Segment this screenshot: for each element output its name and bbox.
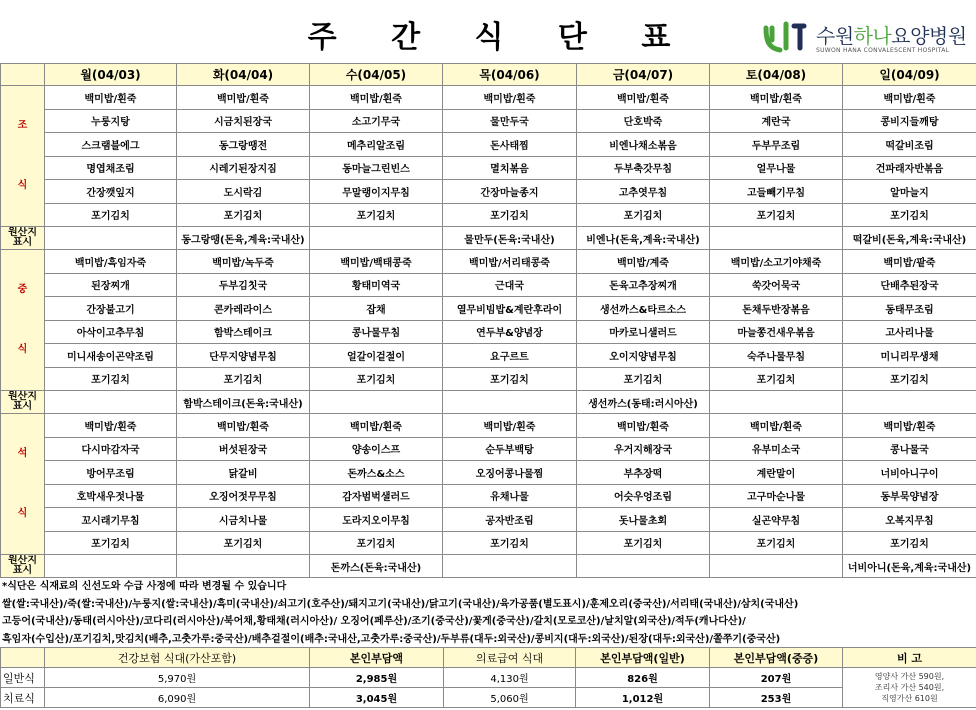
cost-header: 본인부담액(중증) [710, 648, 843, 668]
menu-item: 포기김치 [577, 367, 710, 391]
weekly-menu-table [0, 63, 976, 578]
menu-item: 너비아니구이 [843, 461, 976, 485]
menu-item: 함박스테이크 [177, 320, 310, 344]
menu-row [1, 437, 976, 461]
menu-row [1, 109, 976, 133]
remark-line: 조리사 가산 540원, [874, 683, 945, 692]
menu-row [1, 156, 976, 180]
menu-row [1, 367, 976, 391]
origin-row [1, 391, 976, 414]
origin-info: 동그랑땡(돈육,계육:국내산) [177, 227, 310, 250]
menu-item: 두부무조림 [710, 133, 843, 157]
menu-item: 백미밥/팥죽 [843, 250, 976, 274]
menu-item: 마카로니샐러드 [577, 320, 710, 344]
origin-info [443, 555, 577, 578]
menu-item: 누룽지탕 [45, 109, 177, 133]
cost-header: 의료급여 식대 [444, 648, 576, 668]
menu-item: 두부축갓무침 [577, 156, 710, 180]
menu-item: 백미밥/흰죽 [45, 86, 177, 110]
menu-item: 백미밥/흑임자죽 [45, 250, 177, 274]
menu-row [1, 531, 976, 555]
menu-item: 알마늘지 [843, 180, 976, 204]
meal-label-char: 석 [17, 448, 28, 459]
menu-item: 포기김치 [310, 203, 443, 227]
cost-value: 4,130원 [444, 668, 576, 688]
cost-value: 826원 [576, 668, 710, 688]
menu-item: 백미밥/계죽 [577, 250, 710, 274]
menu-item: 포기김치 [177, 531, 310, 555]
day-header: 금(04/07) [577, 64, 710, 86]
cost-header: 본인부담액 [310, 648, 444, 668]
menu-item: 시금치나물 [177, 508, 310, 532]
origin-info [577, 555, 710, 578]
origin-label-line: 원산지 [8, 391, 37, 402]
menu-item: 콩나물국 [843, 437, 976, 461]
day-header: 월(04/03) [45, 64, 177, 86]
menu-item: 비엔나채소볶음 [577, 133, 710, 157]
logo-subtitle: SUWON HANA CONVALESCENT HOSPITAL [816, 47, 950, 54]
menu-item: 고구마순나물 [710, 484, 843, 508]
menu-item: 백미밥/흰죽 [443, 86, 577, 110]
origin-info [310, 227, 443, 250]
menu-item: 간장마늘종지 [443, 180, 577, 204]
origin-info [310, 391, 443, 414]
cost-header: 본인부담액(일반) [576, 648, 710, 668]
menu-item: 계란말이 [710, 461, 843, 485]
menu-item: 물만두국 [443, 109, 577, 133]
lunch-section [1, 250, 976, 414]
menu-item: 시금치된장국 [177, 109, 310, 133]
origin-info: 생선까스(동태:러시아산) [577, 391, 710, 414]
menu-item: 고사리나물 [843, 320, 976, 344]
menu-item: 백미밥/흰죽 [310, 86, 443, 110]
menu-row [1, 461, 976, 485]
origin-row [1, 227, 976, 250]
hospital-logo [760, 18, 974, 60]
cost-header-row [1, 648, 976, 668]
remark-line: 영양사 가산 590원, [874, 672, 945, 681]
day-header: 수(04/05) [310, 64, 443, 86]
menu-item: 백미밥/흰죽 [177, 414, 310, 438]
cost-row [1, 668, 976, 688]
menu-item: 동마늘그린빈스 [310, 156, 443, 180]
day-header-row [1, 64, 976, 86]
origin-label-line: 표시 [12, 565, 33, 576]
note-line: *식단은 식재료의 신선도와 수급 사정에 따라 변경될 수 있습니다 [2, 581, 287, 592]
logo-name: 수원하나요양병원 [816, 24, 967, 48]
menu-item: 오복지무침 [843, 508, 976, 532]
origin-info [443, 391, 577, 414]
menu-item: 유채나물 [443, 484, 577, 508]
menu-item: 포기김치 [177, 203, 310, 227]
menu-item: 멸치볶음 [443, 156, 577, 180]
diet-type: 치료식 [1, 688, 45, 708]
day-header: 목(04/06) [443, 64, 577, 86]
origin-info: 떡갈비(돈육,계육:국내산) [843, 227, 976, 250]
cost-value: 1,012원 [576, 688, 710, 708]
menu-item: 유부미소국 [710, 437, 843, 461]
menu-item: 포기김치 [443, 531, 577, 555]
menu-row [1, 414, 976, 438]
menu-item: 연두부&양념장 [443, 320, 577, 344]
origin-info [843, 391, 976, 414]
menu-row [1, 180, 976, 204]
menu-item: 감자범벅샐러드 [310, 484, 443, 508]
menu-item: 동태무조림 [843, 297, 976, 321]
menu-item: 닭갈비 [177, 461, 310, 485]
menu-item: 포기김치 [843, 531, 976, 555]
menu-item: 공자반조림 [443, 508, 577, 532]
menu-item: 시레기된장지짐 [177, 156, 310, 180]
menu-item: 버섯된장국 [177, 437, 310, 461]
notes-section [0, 578, 976, 648]
menu-item: 얼무나물 [710, 156, 843, 180]
origin-label-line: 원산지 [8, 227, 37, 238]
menu-item: 열무비빔밥&계란후라이 [443, 297, 577, 321]
origin-info [710, 391, 843, 414]
menu-item: 우거지해장국 [577, 437, 710, 461]
menu-item: 간장깻잎지 [45, 180, 177, 204]
menu-item: 단무지양념무침 [177, 344, 310, 368]
menu-item: 돈까스&소스 [310, 461, 443, 485]
menu-item: 백미밥/흰죽 [710, 86, 843, 110]
menu-item: 포기김치 [577, 531, 710, 555]
menu-item: 미니리무생채 [843, 344, 976, 368]
menu-item: 얼갈이겉절이 [310, 344, 443, 368]
logo-mark-icon [760, 18, 812, 58]
menu-item: 백미밥/흰죽 [310, 414, 443, 438]
menu-item: 백미밥/소고기야채죽 [710, 250, 843, 274]
menu-item: 동부묵양념장 [843, 484, 976, 508]
origin-info [45, 391, 177, 414]
menu-item: 포기김치 [577, 203, 710, 227]
menu-item: 포기김치 [310, 367, 443, 391]
menu-row [1, 297, 976, 321]
day-header: 일(04/09) [843, 64, 976, 86]
menu-item: 포기김치 [710, 531, 843, 555]
origin-label-line: 원산지 [8, 555, 37, 566]
menu-row [1, 484, 976, 508]
menu-item: 떡갈비조림 [843, 133, 976, 157]
menu-item: 방어무조림 [45, 461, 177, 485]
cost-value: 2,985원 [310, 668, 444, 688]
menu-item: 된장찌개 [45, 273, 177, 297]
menu-item: 무말랭이지무침 [310, 180, 443, 204]
origin-info: 물만두(돈육:국내산) [443, 227, 577, 250]
menu-item: 건파래자반볶음 [843, 156, 976, 180]
menu-item: 고추엿무침 [577, 180, 710, 204]
corner-cell [1, 64, 45, 86]
menu-item: 콘카레라이스 [177, 297, 310, 321]
origin-info [45, 555, 177, 578]
menu-item: 돈채두반장볶음 [710, 297, 843, 321]
menu-item: 단배추된장국 [843, 273, 976, 297]
menu-item: 다시마감자국 [45, 437, 177, 461]
menu-item: 백미밥/백태콩죽 [310, 250, 443, 274]
diet-type: 일반식 [1, 668, 45, 688]
menu-item: 백미밥/녹두죽 [177, 250, 310, 274]
cost-row [1, 688, 976, 708]
menu-item: 잡채 [310, 297, 443, 321]
menu-item: 순두부백탕 [443, 437, 577, 461]
meal-label-char: 중 [17, 284, 28, 295]
menu-item: 꼬시래기무침 [45, 508, 177, 532]
menu-item: 포기김치 [443, 367, 577, 391]
menu-item: 오징어콩나물찜 [443, 461, 577, 485]
cost-header: 건강보험 식대(가산포함) [45, 648, 310, 668]
menu-item: 포기김치 [45, 531, 177, 555]
origin-label [1, 391, 45, 414]
menu-item: 생선까스&타르소스 [577, 297, 710, 321]
origin-row [1, 555, 976, 578]
note-line: 고등어(국내산)/동태(러시아산)/코다리(러시아산)/북어채,황태채(러시아산)/ 오징어(페루산)/조기(중국산)/꽃게(중국산)/갈치(모로코산)/날치알(외국산)/적두(캐나다산)/ [2, 616, 746, 627]
menu-item: 황태미역국 [310, 273, 443, 297]
origin-label [1, 555, 45, 578]
menu-item: 돈사태찜 [443, 133, 577, 157]
menu-item: 간장불고기 [45, 297, 177, 321]
day-header: 토(04/08) [710, 64, 843, 86]
menu-item: 스크램블에그 [45, 133, 177, 157]
menu-item: 마늘쫑건새우볶음 [710, 320, 843, 344]
meal-label-char: 조 [17, 120, 28, 131]
menu-item: 백미밥/흰죽 [577, 86, 710, 110]
menu-item: 포기김치 [45, 203, 177, 227]
cost-header: 비 고 [843, 648, 976, 668]
page-title: 주 간 식 단 표 [307, 20, 693, 55]
menu-item: 백미밥/흰죽 [45, 414, 177, 438]
meal-label-char: 식 [17, 180, 28, 191]
menu-item: 근대국 [443, 273, 577, 297]
origin-info: 돈까스(돈육:국내산) [310, 555, 443, 578]
origin-info: 비엔나(돈육,계육:국내산) [577, 227, 710, 250]
menu-item: 양송이스프 [310, 437, 443, 461]
menu-item: 포기김치 [177, 367, 310, 391]
origin-label-line: 표시 [12, 237, 33, 248]
meal-cost-table [0, 647, 976, 708]
cost-value: 5,060원 [444, 688, 576, 708]
cost-value: 253원 [710, 688, 843, 708]
title-bar [0, 0, 976, 63]
cost-header [1, 648, 45, 668]
menu-item: 오이지양념무침 [577, 344, 710, 368]
cost-value: 3,045원 [310, 688, 444, 708]
day-header: 화(04/04) [177, 64, 310, 86]
menu-item: 명엽채조림 [45, 156, 177, 180]
menu-item: 포기김치 [710, 203, 843, 227]
menu-item: 포기김치 [710, 367, 843, 391]
menu-item: 백미밥/흰죽 [443, 414, 577, 438]
menu-item: 백미밥/흰죽 [177, 86, 310, 110]
menu-item: 백미밥/흰죽 [710, 414, 843, 438]
menu-item: 단호박죽 [577, 109, 710, 133]
remark-line: 직영가산 610원 [881, 694, 938, 703]
dinner-section [1, 414, 976, 578]
breakfast-section [1, 86, 976, 250]
menu-item: 실곤약무침 [710, 508, 843, 532]
menu-item: 호박새우젓나물 [45, 484, 177, 508]
menu-item: 돗나물초회 [577, 508, 710, 532]
menu-item: 포기김치 [443, 203, 577, 227]
menu-item: 요구르트 [443, 344, 577, 368]
menu-row [1, 133, 976, 157]
origin-info [710, 227, 843, 250]
cost-value: 6,090원 [45, 688, 310, 708]
menu-row [1, 508, 976, 532]
origin-info [45, 227, 177, 250]
cost-value: 207원 [710, 668, 843, 688]
menu-item: 미니새송이곤약조림 [45, 344, 177, 368]
origin-label [1, 227, 45, 250]
menu-item: 콩나물무침 [310, 320, 443, 344]
menu-item: 두부김칫국 [177, 273, 310, 297]
menu-item: 포기김치 [843, 203, 976, 227]
meal-label-char: 식 [17, 508, 28, 519]
origin-info [710, 555, 843, 578]
remark-cell [843, 668, 976, 708]
menu-item: 오징어젓무무침 [177, 484, 310, 508]
origin-label-line: 표시 [12, 401, 33, 412]
menu-item: 백미밥/흰죽 [577, 414, 710, 438]
menu-item: 부추장떡 [577, 461, 710, 485]
note-line: 쌀(쌀:국내산)/죽(쌀:국내산)/누룽지(쌀:국내산)/흑미(국내산)/쇠고기(호주산)/돼지고기(국내산)/닭고기(국내산)/육가공품(별도표시)/훈제오리(중국산)/서리태(국내산)/삼치(국내산) [2, 598, 799, 610]
menu-row [1, 273, 976, 297]
menu-item: 포기김치 [843, 367, 976, 391]
menu-item: 동그랑땡전 [177, 133, 310, 157]
menu-row [1, 344, 976, 368]
menu-row [1, 86, 976, 110]
meal-label [1, 86, 45, 227]
origin-info: 함박스테이크(돈육:국내산) [177, 391, 310, 414]
menu-item: 메추리알조림 [310, 133, 443, 157]
menu-item: 계란국 [710, 109, 843, 133]
origin-info [177, 555, 310, 578]
cost-value: 5,970원 [45, 668, 310, 688]
menu-row [1, 250, 976, 274]
note-line: 흑임자(수입산)/포기김치,맛김치(배추,고춧가루:중국산)/배추겉절이(배추:국내산,고춧가루:중국산)/두부류(대두:외국산)/콩비지(대두:외국산)/된장(대두:외국산)/쫄쭈기(중국산) [2, 633, 781, 645]
meal-label-char: 식 [17, 344, 28, 355]
menu-item: 돈육고추장찌개 [577, 273, 710, 297]
menu-item: 백미밥/흰죽 [843, 414, 976, 438]
menu-item: 도라지오이무침 [310, 508, 443, 532]
meal-label [1, 414, 45, 555]
menu-item: 아삭이고추무침 [45, 320, 177, 344]
meal-label [1, 250, 45, 391]
menu-row [1, 203, 976, 227]
menu-item: 도시락김 [177, 180, 310, 204]
menu-item: 포기김치 [310, 531, 443, 555]
menu-item: 어슷우엉조림 [577, 484, 710, 508]
menu-row [1, 320, 976, 344]
menu-item: 백미밥/서리태콩죽 [443, 250, 577, 274]
origin-info: 너비아니(돈육,계육:국내산) [843, 555, 976, 578]
menu-item: 포기김치 [45, 367, 177, 391]
menu-item: 소고기무국 [310, 109, 443, 133]
menu-item: 숙주나물무침 [710, 344, 843, 368]
menu-item: 쑥갓어묵국 [710, 273, 843, 297]
menu-item: 콩비지들깨탕 [843, 109, 976, 133]
menu-item: 고들빼기무침 [710, 180, 843, 204]
menu-item: 백미밥/흰죽 [843, 86, 976, 110]
